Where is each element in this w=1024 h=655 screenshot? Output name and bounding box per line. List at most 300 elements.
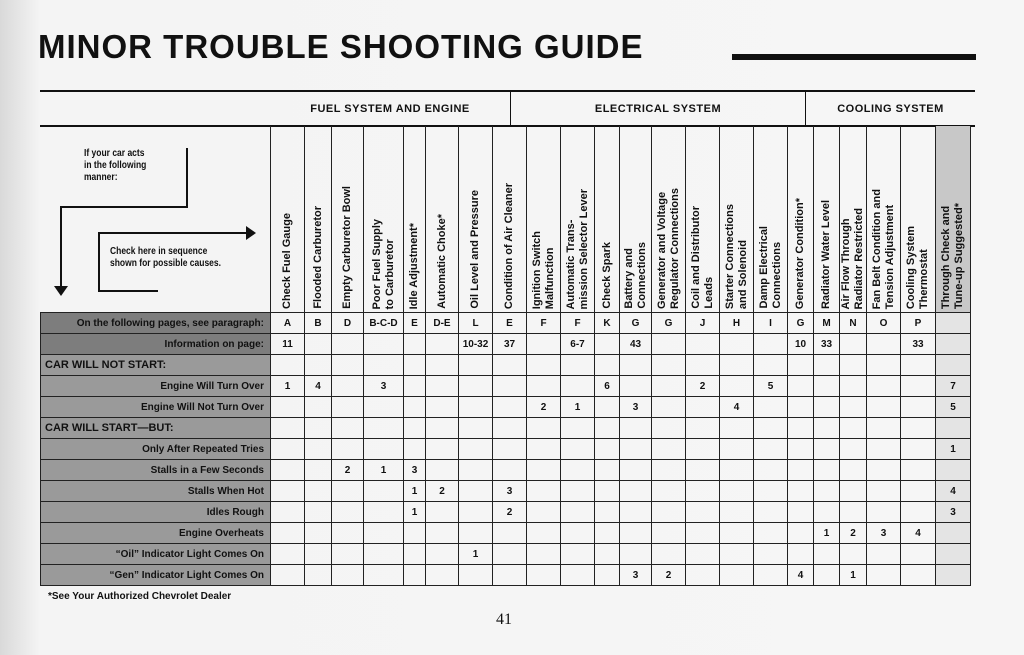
table-cell: 2 xyxy=(527,397,561,418)
table-cell xyxy=(901,565,936,586)
table-cell: 3 xyxy=(936,502,971,523)
table-cell xyxy=(493,376,527,397)
table-cell xyxy=(364,502,404,523)
table-cell xyxy=(332,502,364,523)
table-cell xyxy=(493,439,527,460)
table-cell xyxy=(754,544,788,565)
table-cell xyxy=(426,502,459,523)
table-cell xyxy=(527,460,561,481)
table-cell xyxy=(686,523,720,544)
table-cell: 2 xyxy=(840,523,867,544)
table-cell xyxy=(720,565,754,586)
table-cell xyxy=(840,502,867,523)
table-cell xyxy=(720,460,754,481)
arrow-right-icon xyxy=(246,226,256,240)
table-cell xyxy=(459,376,493,397)
table-cell xyxy=(814,502,840,523)
table-cell: 4 xyxy=(901,523,936,544)
column-header-label: Damp Electrical Connections xyxy=(757,226,783,309)
table-cell xyxy=(305,523,332,544)
table-cell xyxy=(686,355,720,376)
table-cell xyxy=(332,544,364,565)
table-cell xyxy=(404,565,426,586)
table-cell xyxy=(814,418,840,439)
table-cell xyxy=(527,523,561,544)
table-cell xyxy=(754,502,788,523)
legend-line xyxy=(98,232,100,292)
table-cell xyxy=(305,565,332,586)
table-cell xyxy=(527,565,561,586)
table-cell xyxy=(814,355,840,376)
table-cell xyxy=(595,334,620,355)
table-cell xyxy=(720,523,754,544)
table-cell xyxy=(754,481,788,502)
table-cell xyxy=(652,502,686,523)
table-cell: G xyxy=(652,313,686,334)
table-cell: 2 xyxy=(426,481,459,502)
table-cell: 4 xyxy=(936,481,971,502)
table-cell: 1 xyxy=(459,544,493,565)
column-header-label: Idle Adjustment* xyxy=(408,222,420,309)
table-cell xyxy=(652,418,686,439)
table-cell xyxy=(720,502,754,523)
row-label: “Gen” Indicator Light Comes On xyxy=(41,565,271,586)
table-cell xyxy=(901,439,936,460)
table-cell: 2 xyxy=(332,460,364,481)
legend-line xyxy=(60,206,62,290)
table-cell xyxy=(867,544,901,565)
table-cell xyxy=(404,355,426,376)
table-row xyxy=(41,544,971,565)
table-cell: 3 xyxy=(364,376,404,397)
table-row xyxy=(41,313,971,334)
table-cell xyxy=(426,565,459,586)
row-label: “Oil” Indicator Light Comes On xyxy=(41,544,271,565)
table-cell: O xyxy=(867,313,901,334)
table-cell xyxy=(788,481,814,502)
table-cell xyxy=(754,439,788,460)
table-cell xyxy=(426,439,459,460)
row-label: On the following pages, see paragraph: xyxy=(41,313,271,334)
table-cell xyxy=(867,418,901,439)
table-cell xyxy=(901,355,936,376)
column-header-label: Radiator Water Level xyxy=(820,199,832,309)
table-cell: 7 xyxy=(936,376,971,397)
table-cell xyxy=(720,439,754,460)
table-cell xyxy=(459,460,493,481)
table-cell xyxy=(404,397,426,418)
table-cell xyxy=(364,397,404,418)
table-cell: 1 xyxy=(404,481,426,502)
table-cell xyxy=(595,502,620,523)
table-cell xyxy=(936,544,971,565)
table-cell xyxy=(305,355,332,376)
table-cell xyxy=(527,334,561,355)
column-header xyxy=(936,126,971,313)
column-header xyxy=(652,126,686,313)
table-cell xyxy=(840,544,867,565)
column-header xyxy=(332,126,364,313)
table-cell xyxy=(271,565,305,586)
table-cell: G xyxy=(620,313,652,334)
table-cell xyxy=(404,376,426,397)
column-groups xyxy=(270,92,975,126)
table-cell xyxy=(840,418,867,439)
column-header-label: Condition of Air Cleaner xyxy=(503,182,515,309)
table-cell xyxy=(595,355,620,376)
table-cell xyxy=(404,544,426,565)
table-cell xyxy=(814,565,840,586)
column-header xyxy=(271,126,305,313)
table-cell: E xyxy=(493,313,527,334)
group-fuel: FUEL SYSTEM AND ENGINE xyxy=(310,103,470,115)
table-cell xyxy=(814,481,840,502)
table-cell xyxy=(788,544,814,565)
table-cell xyxy=(652,544,686,565)
table-cell xyxy=(527,439,561,460)
table-cell xyxy=(404,418,426,439)
table-cell: 1 xyxy=(271,376,305,397)
table-cell: 1 xyxy=(404,502,426,523)
column-header-label: Check Fuel Gauge xyxy=(281,213,293,309)
table-cell xyxy=(901,460,936,481)
table-cell xyxy=(459,355,493,376)
table-cell xyxy=(814,376,840,397)
table-cell xyxy=(652,481,686,502)
table-cell xyxy=(305,460,332,481)
table-cell: 4 xyxy=(720,397,754,418)
table-cell xyxy=(840,397,867,418)
table-cell xyxy=(620,523,652,544)
table-cell xyxy=(527,481,561,502)
table-cell xyxy=(332,376,364,397)
table-cell xyxy=(686,397,720,418)
table-cell xyxy=(493,544,527,565)
table-cell xyxy=(720,355,754,376)
table-cell xyxy=(271,418,305,439)
table-cell xyxy=(867,397,901,418)
table-cell: 4 xyxy=(305,376,332,397)
table-cell xyxy=(867,565,901,586)
table-cell xyxy=(426,376,459,397)
column-header xyxy=(305,126,332,313)
table-cell xyxy=(620,544,652,565)
table-row xyxy=(41,565,971,586)
table-cell xyxy=(459,565,493,586)
column-header xyxy=(814,126,840,313)
table-cell xyxy=(814,544,840,565)
column-header-label: Empty Carburetor Bowl xyxy=(341,186,353,309)
legend-line xyxy=(60,206,188,208)
table-cell: B xyxy=(305,313,332,334)
table-cell xyxy=(720,334,754,355)
table-cell xyxy=(561,565,595,586)
table-row xyxy=(41,460,971,481)
table-cell xyxy=(595,439,620,460)
column-header-label: Generator and Voltage Regulator Connections xyxy=(655,187,681,309)
table-cell xyxy=(459,523,493,544)
table-cell: 3 xyxy=(493,481,527,502)
table-cell xyxy=(426,397,459,418)
legend-line xyxy=(98,232,248,234)
table-cell: 11 xyxy=(271,334,305,355)
column-header-label: Generator Condition* xyxy=(794,197,806,309)
table-cell xyxy=(652,439,686,460)
table-cell xyxy=(686,481,720,502)
row-label: Stalls When Hot xyxy=(41,481,271,502)
row-label: Only After Repeated Tries xyxy=(41,439,271,460)
table-cell xyxy=(686,460,720,481)
table-cell xyxy=(271,397,305,418)
table-cell xyxy=(840,355,867,376)
table-cell xyxy=(332,334,364,355)
table-cell xyxy=(686,418,720,439)
table-cell xyxy=(686,439,720,460)
table-cell xyxy=(595,523,620,544)
table-cell xyxy=(459,397,493,418)
table-cell xyxy=(595,544,620,565)
column-header xyxy=(561,126,595,313)
table-cell xyxy=(652,460,686,481)
table-cell xyxy=(867,502,901,523)
column-header xyxy=(867,126,901,313)
legend-line xyxy=(98,290,158,292)
table-cell xyxy=(459,502,493,523)
column-header xyxy=(754,126,788,313)
table-cell: 3 xyxy=(620,397,652,418)
table-cell xyxy=(332,418,364,439)
table-cell xyxy=(364,439,404,460)
group-cooling: COOLING SYSTEM xyxy=(837,103,944,115)
column-header-label: Coil and Distributor Leads xyxy=(689,206,715,309)
table-cell xyxy=(426,355,459,376)
table-cell xyxy=(788,397,814,418)
table-cell xyxy=(561,376,595,397)
table-cell xyxy=(527,355,561,376)
table-cell xyxy=(271,523,305,544)
table-cell: 1 xyxy=(561,397,595,418)
table-cell xyxy=(620,439,652,460)
table-cell xyxy=(426,460,459,481)
table-cell: F xyxy=(527,313,561,334)
table-cell: B-C-D xyxy=(364,313,404,334)
table-cell xyxy=(271,355,305,376)
table-cell xyxy=(561,502,595,523)
table-cell xyxy=(720,418,754,439)
column-header-label: Automatic Choke* xyxy=(435,214,448,309)
row-label: Engine Will Not Turn Over xyxy=(41,397,271,418)
table-cell: 1 xyxy=(814,523,840,544)
column-header xyxy=(426,126,459,313)
table-cell: I xyxy=(754,313,788,334)
column-header xyxy=(788,126,814,313)
column-header xyxy=(901,126,936,313)
table-cell: E xyxy=(404,313,426,334)
table-cell xyxy=(404,334,426,355)
table-row xyxy=(41,397,971,418)
table-cell xyxy=(936,523,971,544)
table-cell xyxy=(305,397,332,418)
table-cell xyxy=(332,439,364,460)
table-cell xyxy=(493,460,527,481)
table-cell xyxy=(686,334,720,355)
page-number: 41 xyxy=(496,611,512,628)
column-header xyxy=(595,126,620,313)
table-cell xyxy=(364,418,404,439)
table-cell xyxy=(652,355,686,376)
table-cell xyxy=(620,418,652,439)
table-cell: 2 xyxy=(493,502,527,523)
column-header-label: Through Check and Tune-up Suggested* xyxy=(940,202,965,309)
table-cell xyxy=(426,523,459,544)
table-cell xyxy=(493,523,527,544)
table-cell xyxy=(788,523,814,544)
table-cell: 1 xyxy=(364,460,404,481)
column-header-label: Flooded Carburetor xyxy=(311,206,324,309)
table-cell xyxy=(404,439,426,460)
table-cell: L xyxy=(459,313,493,334)
table-cell xyxy=(754,397,788,418)
arrow-down-icon xyxy=(54,286,68,296)
column-header-label: Battery and Connections xyxy=(622,242,648,309)
table-cell xyxy=(652,523,686,544)
column-header-label: Starter Connections and Solenoid xyxy=(723,203,749,309)
table-cell xyxy=(527,418,561,439)
table-cell xyxy=(840,376,867,397)
table-cell xyxy=(788,502,814,523)
table-cell xyxy=(720,376,754,397)
table-cell xyxy=(332,397,364,418)
column-header xyxy=(620,126,652,313)
table-row xyxy=(41,481,971,502)
table-cell: 5 xyxy=(754,376,788,397)
table-cell: 3 xyxy=(867,523,901,544)
table-cell xyxy=(561,544,595,565)
table-cell xyxy=(652,397,686,418)
table-cell: 33 xyxy=(814,334,840,355)
table-cell: 3 xyxy=(620,565,652,586)
table-cell xyxy=(493,565,527,586)
legend-line xyxy=(186,148,188,206)
table-cell: 5 xyxy=(936,397,971,418)
table-cell xyxy=(595,460,620,481)
table-cell xyxy=(620,460,652,481)
table-cell xyxy=(527,376,561,397)
table-cell xyxy=(332,523,364,544)
table-cell xyxy=(901,397,936,418)
table-cell xyxy=(754,523,788,544)
table-cell: 1 xyxy=(936,439,971,460)
table-cell xyxy=(271,439,305,460)
column-header xyxy=(404,126,426,313)
table-cell: 6-7 xyxy=(561,334,595,355)
group-electrical: ELECTRICAL SYSTEM xyxy=(594,103,722,115)
table-cell: 4 xyxy=(788,565,814,586)
table-cell xyxy=(271,460,305,481)
table-cell xyxy=(595,481,620,502)
row-label: Engine Will Turn Over xyxy=(41,376,271,397)
table-cell xyxy=(840,439,867,460)
table-cell: 2 xyxy=(652,565,686,586)
table-cell: 33 xyxy=(901,334,936,355)
table-cell xyxy=(561,355,595,376)
table-cell xyxy=(493,355,527,376)
table-cell: H xyxy=(720,313,754,334)
table-cell xyxy=(788,376,814,397)
table-cell: D-E xyxy=(426,313,459,334)
column-header xyxy=(720,126,754,313)
table-cell xyxy=(814,460,840,481)
column-header xyxy=(686,126,720,313)
table-cell xyxy=(901,481,936,502)
table-cell xyxy=(364,523,404,544)
table-cell xyxy=(754,418,788,439)
table-cell xyxy=(527,502,561,523)
table-cell: P xyxy=(901,313,936,334)
table-cell xyxy=(595,565,620,586)
column-header xyxy=(459,126,493,313)
table-cell xyxy=(493,418,527,439)
table-cell xyxy=(459,418,493,439)
table-cell xyxy=(305,481,332,502)
table-row xyxy=(41,355,971,376)
table-cell xyxy=(754,334,788,355)
table-cell xyxy=(426,544,459,565)
table-cell xyxy=(686,502,720,523)
column-header-label: Ignition Switch Malfunction xyxy=(530,230,556,309)
table-cell: D xyxy=(332,313,364,334)
table-cell xyxy=(867,355,901,376)
table-cell: 1 xyxy=(840,565,867,586)
table-cell xyxy=(620,376,652,397)
table-cell xyxy=(867,334,901,355)
table-cell xyxy=(271,544,305,565)
table-cell: K xyxy=(595,313,620,334)
table-cell: F xyxy=(561,313,595,334)
table-cell xyxy=(867,460,901,481)
table-cell xyxy=(364,544,404,565)
table-cell: 43 xyxy=(620,334,652,355)
table-cell xyxy=(305,334,332,355)
table-cell xyxy=(595,418,620,439)
table-cell xyxy=(652,334,686,355)
footnote: *See Your Authorized Chevrolet Dealer xyxy=(48,591,232,602)
legend xyxy=(40,126,270,313)
row-label: Information on page: xyxy=(41,334,271,355)
table-cell xyxy=(305,544,332,565)
table-cell xyxy=(936,418,971,439)
table-cell: 2 xyxy=(686,376,720,397)
table-cell xyxy=(620,502,652,523)
table-cell xyxy=(754,355,788,376)
table-cell xyxy=(620,481,652,502)
table-cell: 6 xyxy=(595,376,620,397)
table-cell: 10-32 xyxy=(459,334,493,355)
table-cell xyxy=(788,418,814,439)
table-cell xyxy=(404,523,426,544)
table-cell xyxy=(364,565,404,586)
table-cell xyxy=(332,355,364,376)
table-cell xyxy=(305,502,332,523)
table-cell xyxy=(561,418,595,439)
legend-acts-text: If your car acts in the following manner: xyxy=(84,148,147,183)
column-header-label: Automatic Trans- mission Selector Lever xyxy=(564,188,590,309)
table-cell: N xyxy=(840,313,867,334)
title-rule xyxy=(732,54,976,60)
table-cell xyxy=(595,397,620,418)
row-label: CAR WILL START—BUT: xyxy=(41,418,271,439)
table-cell xyxy=(561,460,595,481)
